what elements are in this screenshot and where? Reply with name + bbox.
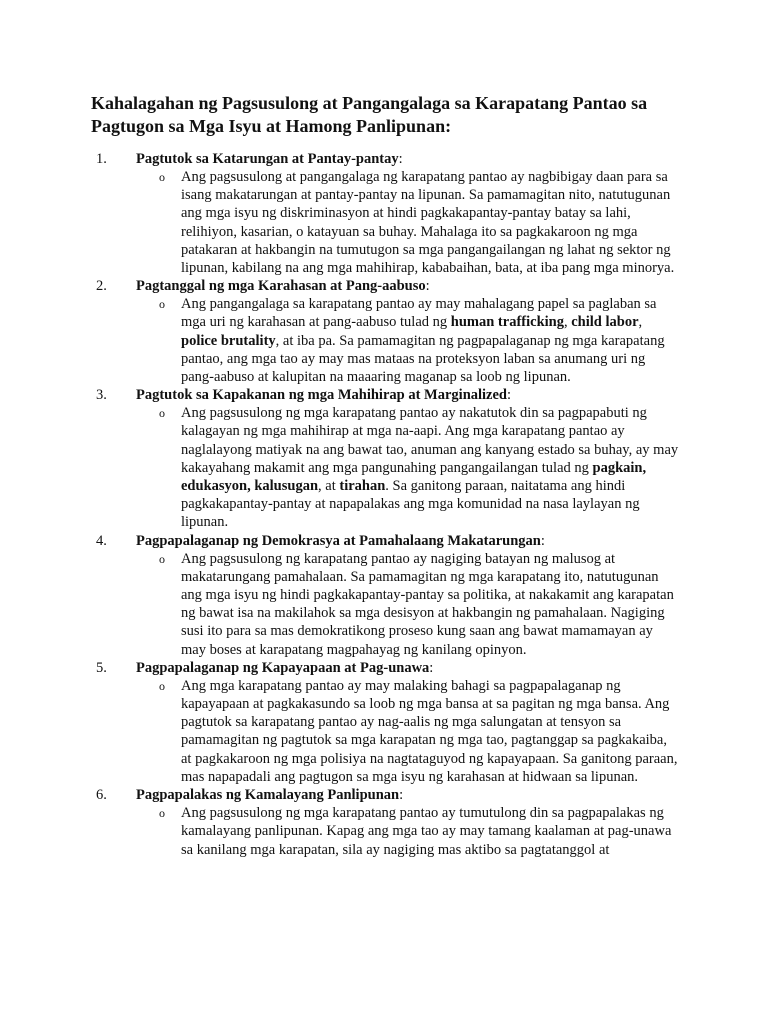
section-header bbox=[96, 277, 686, 295]
text-run: Ang pagsusulong ng karapatang pantao ay nagiging batayan ng malusog at makatarungang pamahalaan. Sa pamamagitan ng mga karapatang ito, natutugunan ang mga isyu ng hindi pagkakapantay-pantay sa politika, at nakakamit ang karapatan ng bawat isa na makilahok sa mga desisyon at hakbangin ng pamahalaan. Nagiging susi ito para sa mas demokratikong proseso kung saan ang bawat mamamayan ay may boses at karapatang magpahayag ng kanilang opinyon. bbox=[181, 550, 674, 658]
section-item bbox=[96, 786, 686, 859]
bullet-marker: o bbox=[159, 806, 165, 821]
section-item bbox=[96, 386, 686, 531]
section-item bbox=[96, 532, 686, 659]
bullet-text bbox=[181, 168, 681, 277]
section-number: 5. bbox=[96, 659, 107, 676]
bullet-item bbox=[96, 404, 686, 531]
section-colon: : bbox=[540, 532, 545, 549]
section-header bbox=[96, 150, 686, 168]
section-number: 4. bbox=[96, 532, 107, 549]
bold-term: human trafficking bbox=[450, 314, 564, 331]
bullet-marker: o bbox=[159, 406, 165, 421]
text-run: . Sa ganitong paraan, naitatama ang hindi pagkakapantay-pantay at napapalakas ang mga komunidad na nasa laylayan ng lipunan. bbox=[181, 478, 640, 531]
text-run: Ang pangangalaga sa karapatang pantao ay may mahalagang papel sa paglaban sa mga uri ng karahasan at pang-aabuso tulad ng bbox=[181, 296, 657, 331]
section-item bbox=[96, 277, 686, 386]
document-title: Kahalagahan ng Pagsusulong at Pangangalaga sa Karapatang Pantao sa Pagtugon sa Mga Isyu at Hamong Panlipunan: bbox=[91, 93, 648, 136]
section-heading bbox=[136, 786, 403, 804]
section-number: 2. bbox=[96, 278, 107, 295]
bullet-item bbox=[96, 295, 686, 386]
section-colon: : bbox=[425, 278, 430, 295]
section-item bbox=[96, 659, 686, 786]
section-heading bbox=[136, 277, 430, 295]
bullet-list bbox=[96, 550, 686, 659]
bullet-text bbox=[181, 804, 681, 859]
section-heading-label: Pagpapalakas ng Kamalayang Panlipunan bbox=[136, 787, 400, 804]
bullet-text bbox=[181, 550, 681, 659]
text-run: Ang pagsusulong ng mga karapatang pantao ay nakatutok din sa pagpapabuti ng kalagayan ng mga mahihirap at mga na-aapi. Ang mga karapatang pantao ay naglalayong matiyak na ang bawat tao, anuman ang kanyang estado sa buhay, ay may kakayahang makamit ang mga pangunahing pangangailangan tulad ng bbox=[181, 405, 679, 476]
bullet-marker: o bbox=[159, 297, 165, 312]
section-colon: : bbox=[507, 387, 512, 404]
bullet-text bbox=[181, 404, 681, 531]
bullet-marker: o bbox=[159, 170, 165, 184]
bullet-text bbox=[181, 295, 681, 386]
section-item bbox=[96, 150, 686, 277]
text-run: Ang pagsusulong at pangangalaga ng karapatang pantao ay nagbibigay daan para sa isang makatarungan at pantay-pantay na lipunan. Sa pamamagitan nito, natutugunan ang mga isyu ng diskriminasyon at hindi pagkakapantay-pantay batay sa lahi, relihiyon, kasarian, o katayuan sa buhay. Mahalaga ito sa pagkakaroon ng mga patakaran at hakbangin na tumutugon sa mga pangangailangan ng lahat ng sektor ng lipunan, kabilang na ang mga mahihirap, kababaihan, bata, at iba pang mga minorya. bbox=[181, 169, 675, 277]
section-header bbox=[96, 386, 686, 404]
text-run: , at iba pa. Sa pamamagitan ng pagpapalaganap ng mga karapatang pantao, ang mga tao ay may mas mataas na proteksyon laban sa anumang uri ng pang-aabuso at kalupitan na maaaring maganap sa loob ng lipunan. bbox=[181, 332, 665, 386]
text-run: , at bbox=[318, 478, 340, 495]
bullet-item bbox=[96, 168, 686, 277]
text-run: Ang pagsusulong ng mga karapatang pantao ay tumutulong din sa pagpapalakas ng kamalayang panlipunan. Kapag ang mga tao ay may tamang kaalaman at pag-unawa sa kanilang mga karapatan, sila ay nagiging mas aktibo sa pagtatanggol at bbox=[181, 805, 672, 858]
bullet-list bbox=[96, 404, 686, 531]
section-colon: : bbox=[429, 659, 434, 676]
section-header bbox=[96, 659, 686, 677]
section-colon: : bbox=[398, 151, 403, 167]
section-heading bbox=[136, 659, 433, 677]
bullet-item bbox=[96, 677, 686, 786]
bullet-text bbox=[181, 677, 681, 786]
bold-term: pagkain, edukasyon, kalusugan bbox=[181, 459, 647, 495]
bullet-list bbox=[96, 677, 686, 786]
bullet-list bbox=[96, 804, 686, 859]
section-heading bbox=[136, 532, 545, 550]
section-heading-label: Pagtutok sa Kapakanan ng mga Mahihirap at Marginalized bbox=[136, 387, 507, 404]
bullet-list bbox=[96, 168, 686, 277]
section-heading bbox=[136, 386, 511, 404]
section-list bbox=[96, 150, 686, 859]
bold-term: child labor bbox=[571, 314, 639, 331]
text-run: Ang mga karapatang pantao ay may malaking bahagi sa pagpapalaganap ng kapayapaan at pagkakasundo sa loob ng mga bansa at sa pagitan ng mga bansa. Ang pagtutok sa karapatang pantao ay nag-aalis ng mga salungatan at tensyon sa pamamagitan ng pagtutok sa mga karapatan ng mga tao, pagtanggap sa pagkakaiba, at pagkakaroon ng mga polisiya na nagtataguyod ng kapayapaan. Sa ganitong paraan, mas napapadali ang pagtugon sa mga isyu ng karahasan at hidwaan sa lipunan. bbox=[181, 677, 678, 785]
section-heading bbox=[136, 150, 403, 168]
bullet-marker: o bbox=[159, 551, 165, 566]
section-number: 3. bbox=[96, 387, 107, 404]
bold-term: tirahan bbox=[339, 478, 386, 495]
section-number: 1. bbox=[96, 151, 107, 167]
bullet-list bbox=[96, 295, 686, 386]
section-heading-label: Pagpapalaganap ng Demokrasya at Pamahalaang Makatarungan bbox=[136, 532, 541, 549]
bold-term: police brutality bbox=[181, 332, 276, 349]
bullet-marker: o bbox=[159, 678, 165, 693]
bullet-item bbox=[96, 550, 686, 659]
section-colon: : bbox=[399, 787, 404, 804]
section-number: 6. bbox=[96, 787, 107, 804]
section-heading-label: Pagtutok sa Katarungan at Pantay-pantay bbox=[136, 151, 399, 167]
section-header bbox=[96, 532, 686, 550]
bullet-item bbox=[96, 804, 686, 859]
section-header bbox=[96, 786, 686, 804]
section-heading-label: Pagpapalaganap ng Kapayapaan at Pag-unawa bbox=[136, 659, 430, 676]
text-run: , bbox=[563, 314, 572, 331]
text-run: , bbox=[638, 314, 643, 331]
section-heading-label: Pagtanggal ng mga Karahasan at Pang-aabuso bbox=[136, 278, 426, 295]
